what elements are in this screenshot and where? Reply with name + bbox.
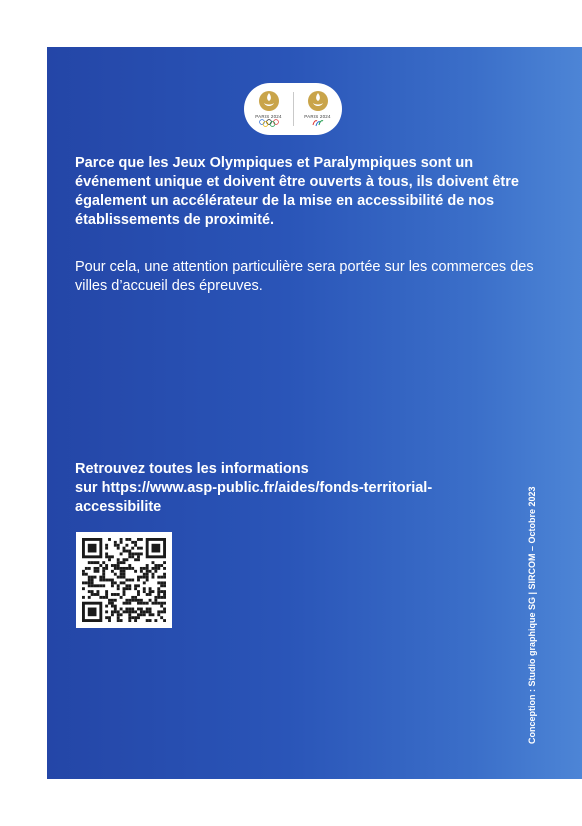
qr-code-image [82,538,166,622]
info-line-1: Retrouvez toutes les informations [75,461,309,477]
info-url-line-end[interactable]: accessibilite [75,499,162,515]
paralympic-logo-text: PARIS 2024 [304,114,331,119]
logo-divider [293,92,294,126]
agitos-icon [311,119,325,127]
qr-code[interactable] [76,532,172,628]
paralympic-logo [298,89,338,129]
body-paragraph: Pour cela, une attention particulière sera portée sur les commerces des villes d’accueil des épreuves. [75,259,534,294]
info-url-line[interactable]: sur https://www.asp-public.fr/aides/fonds-territorial- [75,480,433,496]
olympic-rings-icon [258,119,280,127]
olympic-flame-icon [257,89,281,113]
paralympic-flame-icon [306,89,330,113]
info-block [75,460,545,517]
cover-panel [47,47,582,779]
olympic-logo [249,89,289,129]
lead-paragraph: Parce que les Jeux Olympiques et Paralympiques sont un événement unique et doivent être ouverts à tous, ils doivent être également un accélérateur de la mise en accessibilité de nos établissements de proximité. [75,155,519,228]
olympic-logo-text: PARIS 2024 [255,114,282,119]
paris-2024-logo [244,83,342,135]
credit-line: Conception : Studio graphique SG | SIRCOM – Octobre 2023 [527,486,537,744]
